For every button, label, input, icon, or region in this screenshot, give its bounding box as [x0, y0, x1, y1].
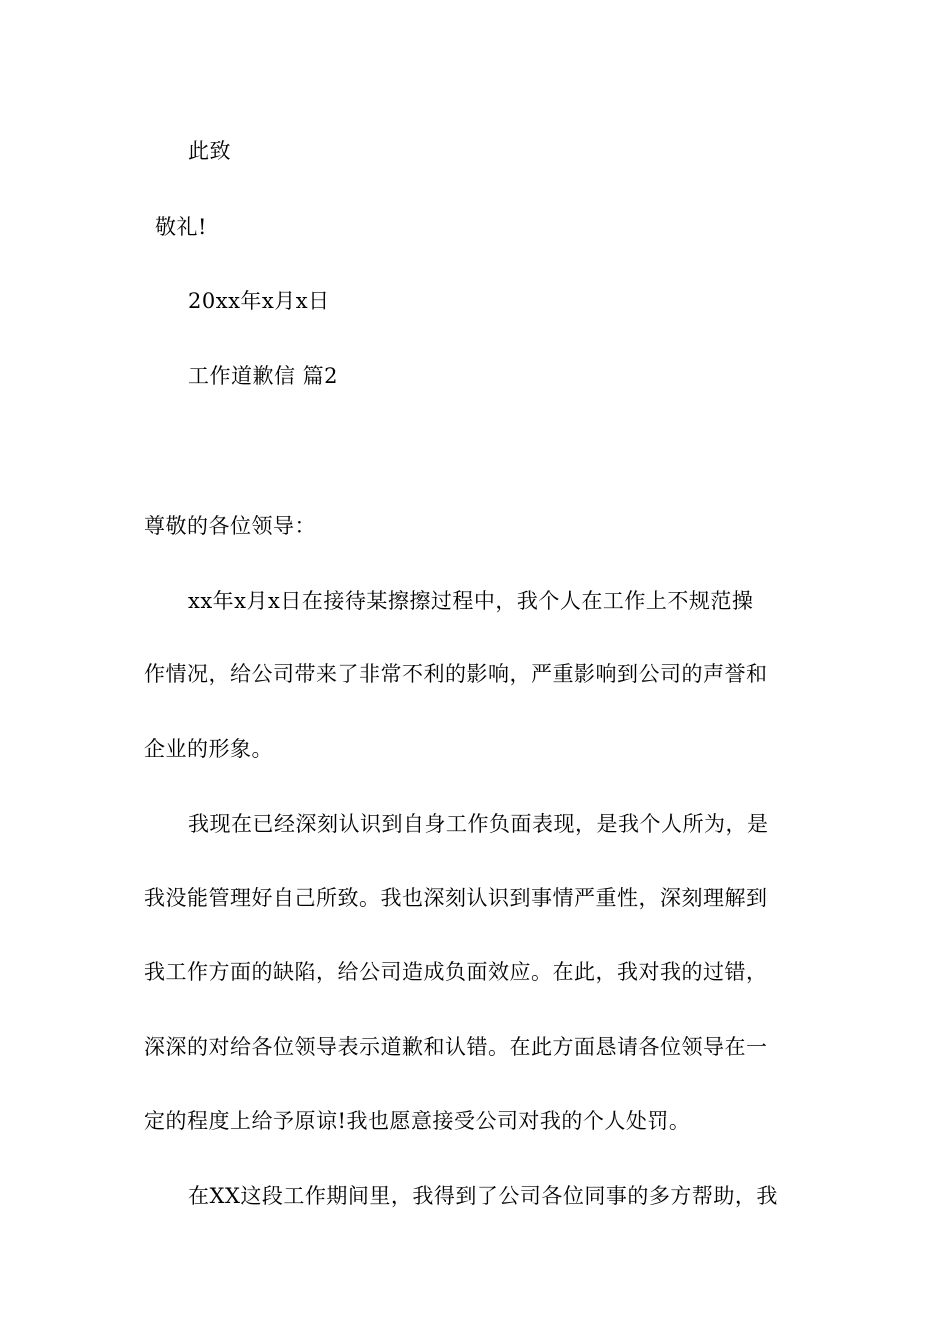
- closing-regards: 敬礼!: [155, 215, 207, 239]
- letter-date: 20xx年x月x日: [188, 289, 330, 313]
- paragraph-line: 作情况，给公司带来了非常不利的影响，严重影响到公司的声誉和: [144, 662, 768, 686]
- closing-salutation: 此致: [188, 139, 231, 163]
- paragraph-line: 深深的对给各位领导表示道歉和认错。在此方面恳请各位领导在一: [144, 1035, 768, 1059]
- paragraph-line: 我现在已经深刻认识到自身工作负面表现，是我个人所为，是: [188, 812, 769, 836]
- paragraph-line: xx年x月x日在接待某擦擦过程中，我个人在工作上不规范操: [188, 589, 754, 613]
- paragraph-line: 我工作方面的缺陷，给公司造成负面效应。在此，我对我的过错，: [144, 960, 768, 984]
- paragraph-line: 企业的形象。: [144, 737, 273, 761]
- section-heading: 工作道歉信 篇2: [188, 364, 339, 388]
- letter-greeting: 尊敬的各位领导：: [144, 514, 316, 538]
- paragraph-line: 我没能管理好自己所致。我也深刻认识到事情严重性，深刻理解到: [144, 886, 768, 910]
- paragraph-line: 定的程度上给予原谅!我也愿意接受公司对我的个人处罚。: [144, 1109, 691, 1133]
- paragraph-line: 在XX这段工作期间里，我得到了公司各位同事的多方帮助，我: [188, 1184, 778, 1208]
